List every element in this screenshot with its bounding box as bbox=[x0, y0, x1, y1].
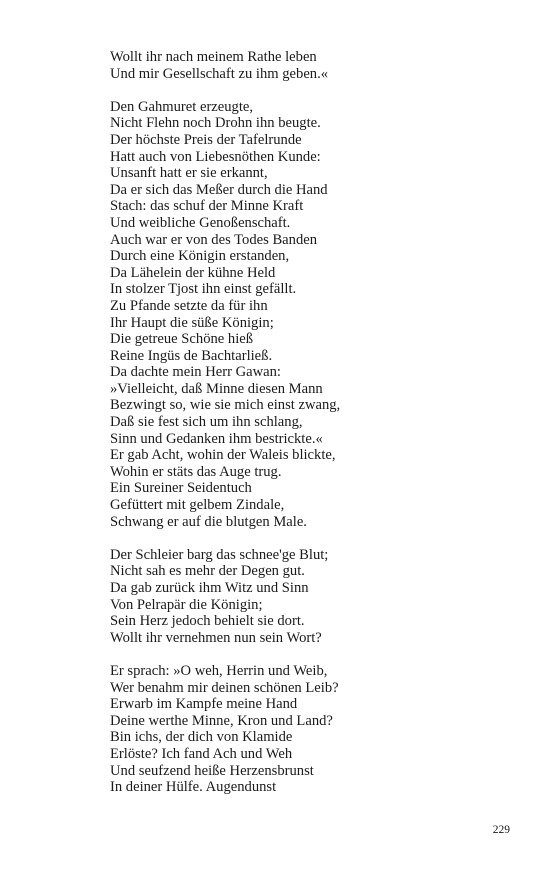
verse-line: Von Pelrapär die Königin; bbox=[110, 596, 263, 613]
verse-line: »Vielleicht, daß Minne diesen Mann bbox=[110, 380, 323, 397]
verse-line: Nicht sah es mehr der Degen gut. bbox=[110, 563, 305, 580]
verse-line: Hatt auch von Liebesnöthen Kunde: bbox=[110, 148, 321, 165]
verse-line: Sein Herz jedoch behielt sie dort. bbox=[110, 613, 305, 630]
verse-line: Er sprach: »O weh, Herrin und Weib, bbox=[110, 662, 328, 679]
verse-line: Bezwingt so, wie sie mich einst zwang, bbox=[110, 397, 341, 414]
verse-line: In deiner Hülfe. Augendunst bbox=[110, 779, 277, 796]
verse-line: Der höchste Preis der Tafelrunde bbox=[110, 131, 302, 148]
stanza bbox=[110, 49, 510, 82]
verse-line: Und weibliche Genoßenschaft. bbox=[110, 214, 291, 231]
verse-line: Daß sie fest sich um ihn schlang, bbox=[110, 414, 303, 431]
verse-line: Stach: das schuf der Minne Kraft bbox=[110, 198, 304, 215]
poem-text bbox=[110, 49, 510, 812]
verse-line: Da gab zurück ihm Witz und Sinn bbox=[110, 580, 309, 596]
verse-line: Da dachte mein Herr Gawan: bbox=[110, 364, 281, 381]
verse-line: Zu Pfande setzte da für ihn bbox=[110, 297, 268, 314]
verse-line: Ein Sureiner Seidentuch bbox=[110, 480, 252, 497]
verse-line: Den Gahmuret erzeugte, bbox=[110, 98, 254, 115]
verse-line: Der Schleier barg das schnee'ge Blut; bbox=[110, 546, 329, 563]
stanza bbox=[110, 99, 510, 530]
verse-line: Schwang er auf die blutgen Male. bbox=[110, 513, 307, 530]
verse-line: Nicht Flehn noch Drohn ihn beugte. bbox=[110, 115, 321, 132]
verse-line: Durch eine Königin erstanden, bbox=[110, 248, 290, 265]
page-number: 229 bbox=[492, 824, 510, 836]
verse-line: Gefüttert mit gelbem Zindale, bbox=[110, 497, 285, 514]
verse-line: Unsanft hatt er sie erkannt, bbox=[110, 165, 268, 182]
verse-line: In stolzer Tjost ihn einst gefällt. bbox=[110, 281, 297, 298]
stanza bbox=[110, 547, 510, 647]
verse-line: Wollt ihr nach meinem Rathe leben bbox=[110, 49, 317, 65]
verse-line: Ihr Haupt die süße Königin; bbox=[110, 314, 274, 331]
stanza bbox=[110, 663, 510, 796]
verse-line: Auch war er von des Todes Banden bbox=[110, 231, 318, 248]
verse-line: Wollt ihr vernehmen nun sein Wort? bbox=[110, 629, 322, 646]
verse-line: Wohin er stäts das Auge trug. bbox=[110, 463, 282, 480]
verse-line: Er gab Acht, wohin der Waleis blickte, bbox=[110, 447, 336, 464]
verse-line: Und seufzend heiße Herzensbrunst bbox=[110, 762, 314, 779]
verse-line: Deine werthe Minne, Kron und Land? bbox=[110, 712, 333, 729]
verse-line: Bin ichs, der dich von Klamide bbox=[110, 729, 293, 746]
verse-line: Die getreue Schöne hieß bbox=[110, 331, 254, 348]
verse-line: Da er sich das Meßer durch die Hand bbox=[110, 181, 328, 198]
verse-line: Wer benahm mir deinen schönen Leib? bbox=[110, 679, 339, 696]
verse-line: Erlöste? Ich fand Ach und Weh bbox=[110, 745, 293, 762]
verse-line: Sinn und Gedanken ihm bestrickte.« bbox=[110, 430, 323, 447]
verse-line: Reine Ingüs de Bachtarließ. bbox=[110, 347, 273, 364]
verse-line: Und mir Gesellschaft zu ihm geben.« bbox=[110, 65, 329, 82]
verse-line: Erwarb im Kampfe meine Hand bbox=[110, 696, 298, 713]
verse-line: Da Lähelein der kühne Held bbox=[110, 264, 276, 281]
